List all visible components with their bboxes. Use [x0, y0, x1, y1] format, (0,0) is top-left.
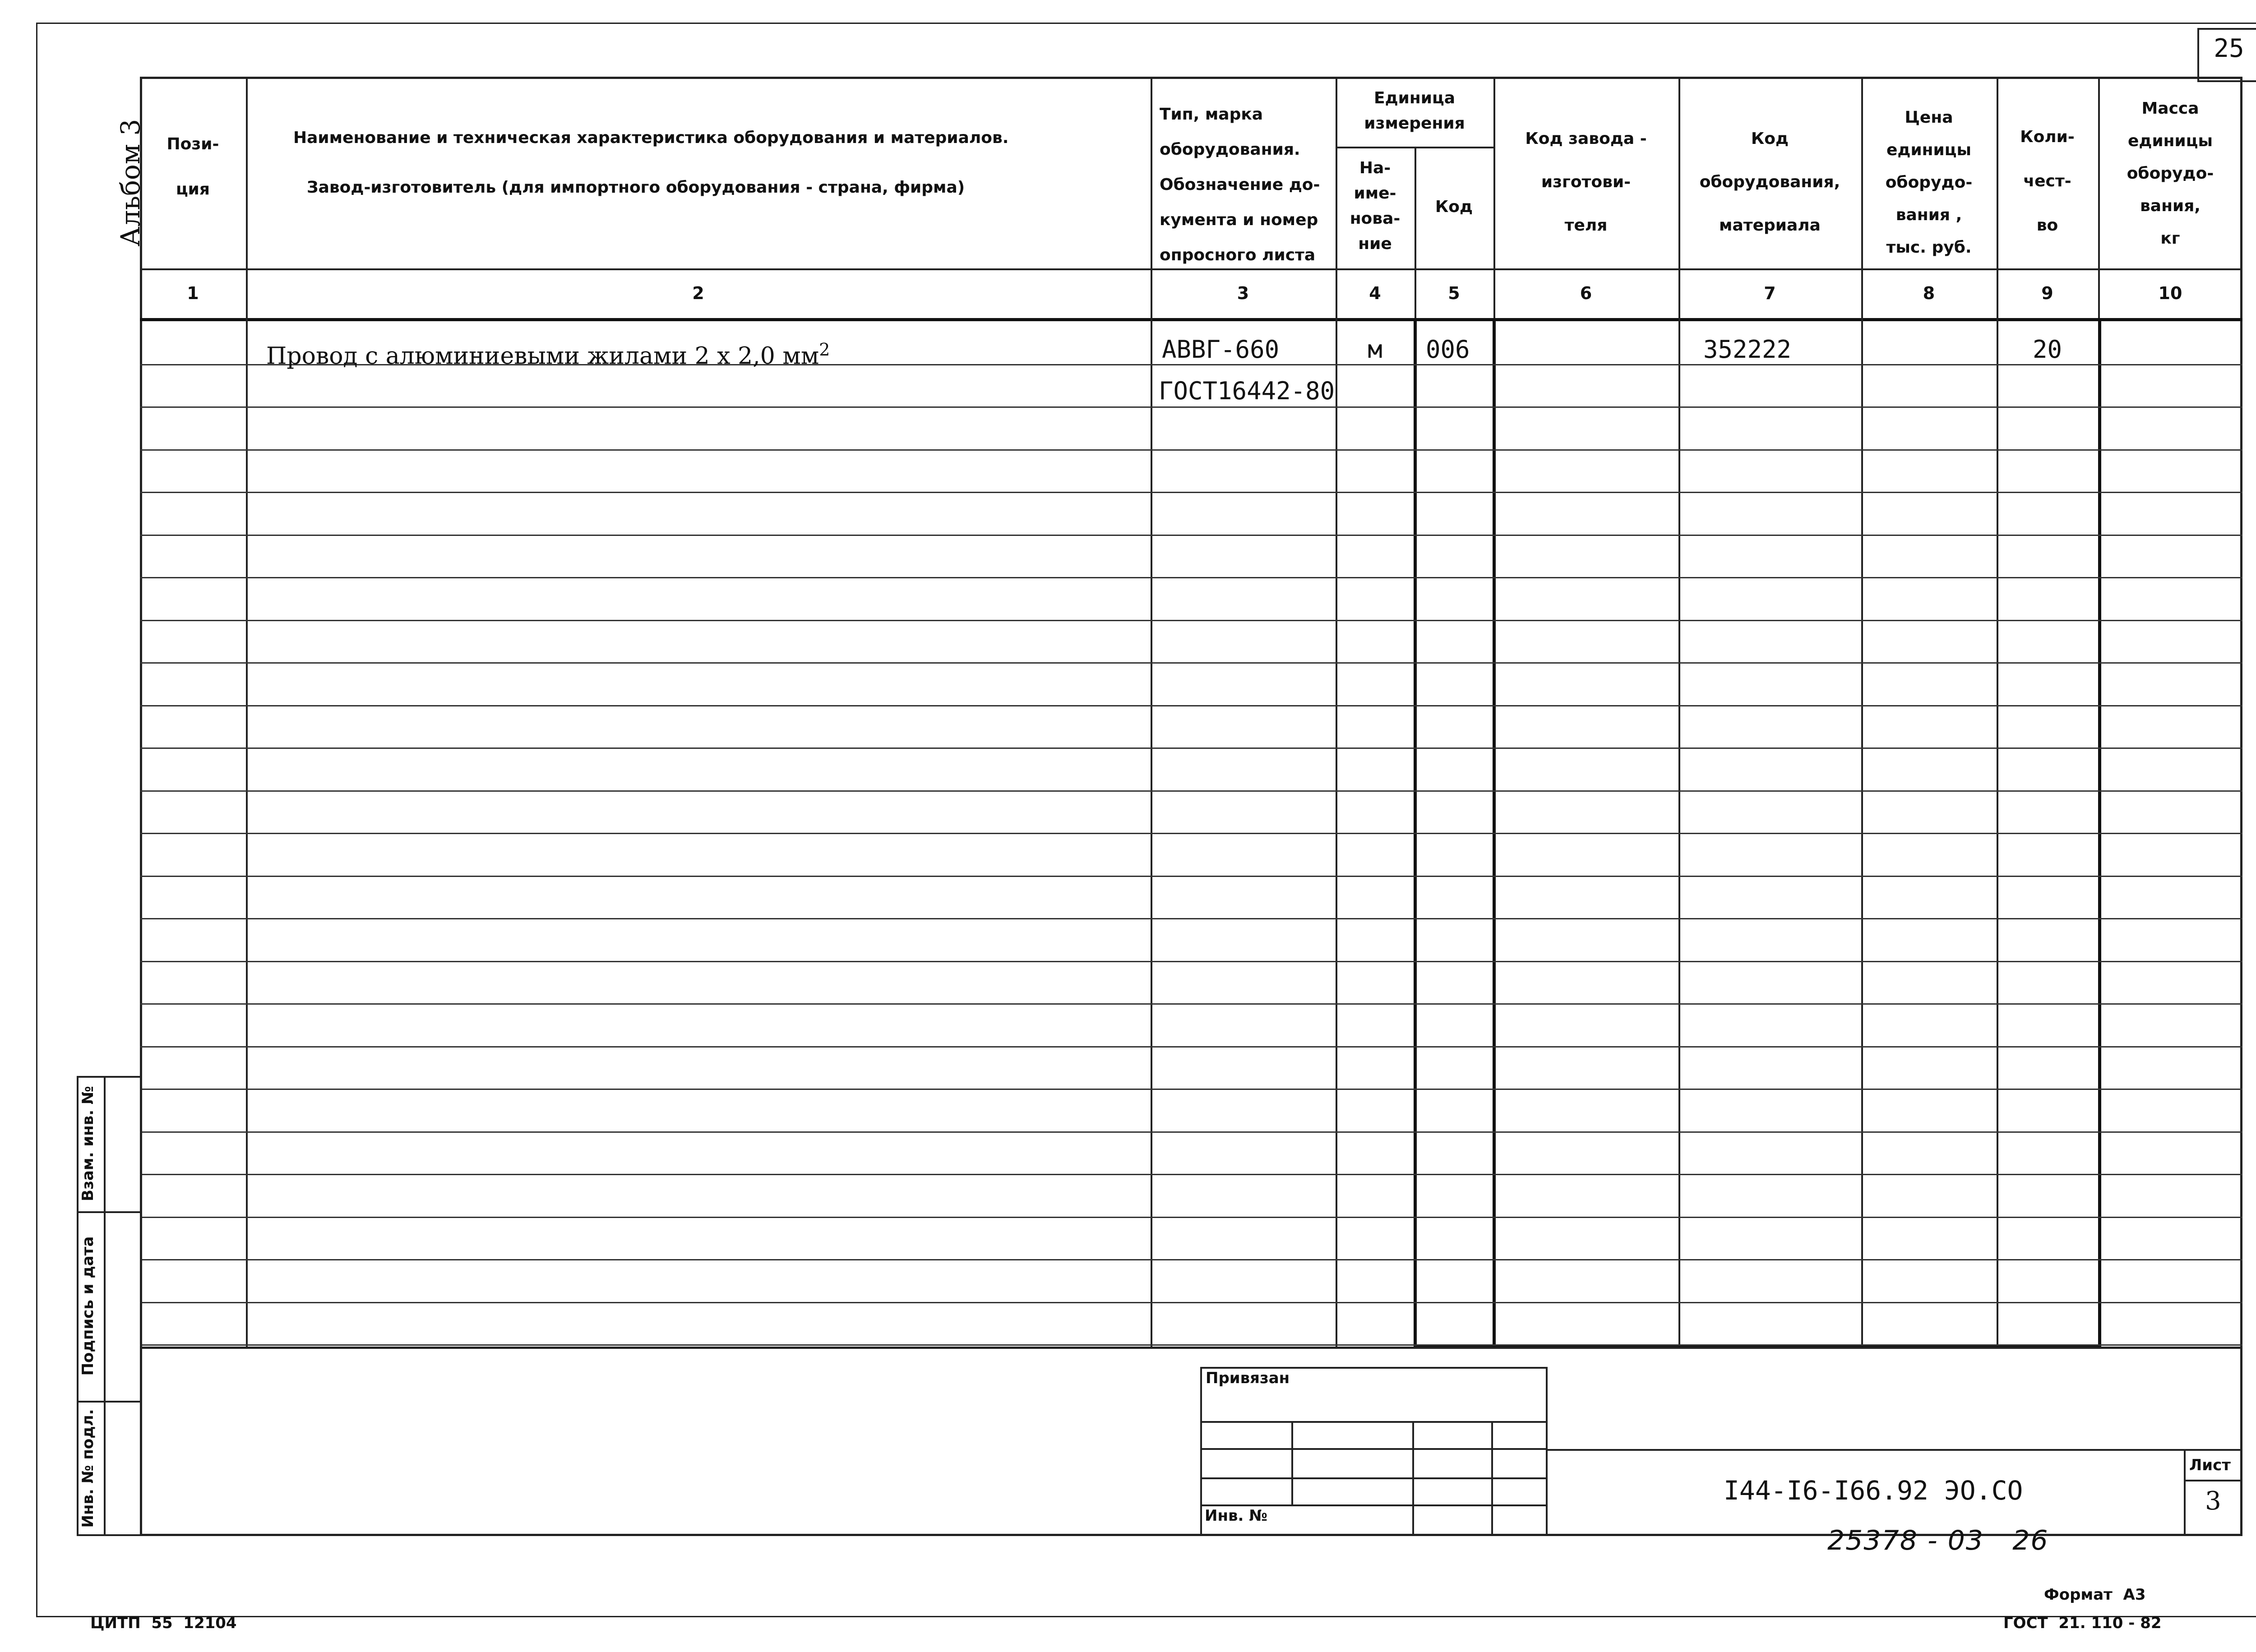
tsitp-label: ЦИТП 55 12104: [90, 1614, 237, 1632]
sheet-box-mid: [2184, 1480, 2242, 1481]
code-line: [1548, 1449, 2242, 1451]
unit-group-divider: [1336, 147, 1493, 148]
side-div-1: [77, 1211, 142, 1213]
row-separator: [140, 1089, 2242, 1090]
column-number-divider: [140, 318, 2242, 321]
header-col4: На- име- нова- ние: [1350, 159, 1401, 253]
colnum-9: 9: [2041, 283, 2053, 303]
header-col2-line1: Наименование и техническая характеристика оборудования и материалов.: [293, 129, 1009, 147]
row-separator: [140, 662, 2242, 664]
priv-vline-3: [1491, 1421, 1493, 1536]
row2-type: ГОСТ16442-80: [1159, 377, 1335, 405]
colnum-2: 2: [692, 283, 704, 303]
album-label: Альбом 3: [115, 119, 146, 247]
colnum-8: 8: [1923, 283, 1935, 303]
colnum-4: 4: [1369, 283, 1381, 303]
header-unit-group: Единица измерения: [1364, 89, 1465, 133]
header-col10: Масса единицы оборудо- вания, кг: [2127, 99, 2214, 248]
row-separator: [140, 833, 2242, 834]
row-separator: [140, 876, 2242, 877]
row-separator: [140, 961, 2242, 962]
row-separator: [140, 1003, 2242, 1005]
row-separator: [140, 1131, 2242, 1133]
format-label: Формат А3: [2044, 1586, 2146, 1604]
row-separator: [140, 492, 2242, 493]
row1-type: АВВГ-660: [1162, 335, 1280, 364]
colnum-1: 1: [187, 283, 199, 303]
privyazan-label: Привязан: [1206, 1369, 1290, 1387]
row-separator: [140, 449, 2242, 451]
row-separator: [140, 577, 2242, 578]
row1-unit-code: 006: [1426, 335, 1470, 364]
row1-unit: м: [1368, 335, 1382, 364]
colnum-6: 6: [1580, 283, 1592, 303]
colnum-7: 7: [1764, 283, 1776, 303]
row-separator: [140, 1302, 2242, 1303]
inv-no-label: Инв. №: [1205, 1507, 1268, 1525]
priv-vline-1: [1291, 1421, 1293, 1504]
col-line-6: [1678, 77, 1680, 1349]
col-line-3: [1336, 77, 1337, 1349]
colnum-10: 10: [2158, 283, 2182, 303]
colnum-3: 3: [1237, 283, 1249, 303]
document-code: I44-I6-I66.92 ЭО.СО: [1724, 1475, 2023, 1506]
row-separator: [140, 790, 2242, 792]
row-separator: [140, 1046, 2242, 1047]
priv-line-4: [1200, 1504, 1548, 1506]
row-separator: [140, 1174, 2242, 1175]
priv-line-3: [1200, 1477, 1548, 1479]
header-col9: Коли- чест- во: [2020, 128, 2075, 235]
priv-line-1: [1200, 1421, 1548, 1423]
col-line-8: [1997, 77, 1998, 1349]
page-number: 25: [2214, 34, 2244, 63]
header-col6: Код завода - изготови- теля: [1525, 129, 1647, 235]
row-separator: [140, 918, 2242, 919]
row1-material-code: 352222: [1703, 335, 1792, 364]
colnum-5: 5: [1448, 283, 1460, 303]
header-col2-line2: Завод-изготовитель (для импортного оборудования - страна, фирма): [307, 178, 965, 197]
row-separator: [140, 620, 2242, 621]
row1-quantity: 20: [2032, 335, 2062, 364]
header-col5: Код: [1435, 198, 1473, 216]
side-label-podpis: Подпись и дата: [79, 1236, 97, 1376]
header-col7: Код оборудования, материала: [1699, 129, 1840, 235]
handwritten-number: 25378 - 03 26: [1827, 1525, 2049, 1556]
priv-line-2: [1200, 1448, 1548, 1450]
priv-vline-2: [1412, 1421, 1414, 1536]
row-separator: [140, 748, 2242, 749]
row1-name: Провод с алюминиевыми жилами 2 х 2,0 $мм^2$: [266, 340, 830, 370]
side-strip-divider: [104, 1076, 106, 1536]
row-separator: [140, 705, 2242, 706]
col-line-1: [246, 77, 248, 1349]
stamp-frame: [140, 1347, 2242, 1536]
side-label-vzam: Взам. инв. №: [79, 1086, 97, 1201]
sheet-label: Лист: [2189, 1456, 2231, 1474]
sheet-number: 3: [2205, 1486, 2221, 1516]
header-col1: Пози- ция: [166, 135, 219, 198]
col-line-7: [1861, 77, 1863, 1349]
row-separator: [140, 535, 2242, 536]
header-col8: Цена единицы оборудо- вания , тыс. руб.: [1885, 108, 1973, 257]
side-label-inv: Инв. № подл.: [79, 1409, 97, 1528]
row-separator: [140, 1217, 2242, 1218]
header-col3: Тип, марка оборудования. Обозначение до- кумента и номер опросного листа: [1160, 105, 1320, 264]
row-separator: [140, 1259, 2242, 1260]
gost-label: ГОСТ 21. 110 - 82: [2003, 1614, 2162, 1632]
